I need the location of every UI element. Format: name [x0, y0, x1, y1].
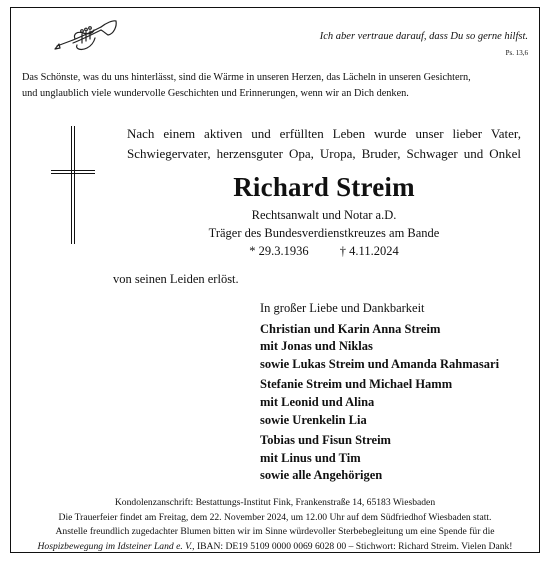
death-date: † 4.11.2024: [339, 244, 399, 258]
closing-text: von seinen Leiden erlöst.: [113, 272, 239, 286]
family-group: [260, 321, 499, 374]
family-line: Christian und Karin Anna Streim: [260, 321, 441, 336]
life-dates: [127, 244, 521, 259]
family-line: sowie alle Angehörigen: [260, 468, 383, 483]
announcement-line: Schwiegervater, herzensguter Opa, Uropa, Bruder, Schwager und Onkel: [127, 146, 521, 161]
bible-reference: Ps. 13,6: [505, 49, 528, 57]
deceased-titles: [127, 206, 521, 242]
announcement-line: Nach einem aktiven und erfüllten Leben wurde unser lieber Vater,: [127, 126, 521, 141]
family-lead: In großer Liebe und Dankbarkeit: [260, 301, 425, 315]
trumpet-icon: [53, 18, 119, 52]
family-group: [260, 432, 499, 485]
donation-iban: , IBAN: DE19 5109 0000 0069 6028 00 – Stichwort: Richard Streim. Vielen Dank!: [192, 540, 513, 552]
family-line: Tobias und Fisun Streim: [260, 433, 391, 448]
bible-quote: Ich aber vertraue darauf, dass Du so gerne hilfst.: [319, 31, 528, 42]
donation-details: [15, 540, 535, 555]
birth-date: * 29.3.1936: [249, 244, 309, 258]
cross-icon: [51, 126, 95, 244]
intro-line: und unglaublich viele wundervolle Geschichten und Erinnerungen, wenn wir an Dich denken.: [22, 88, 409, 99]
condolence-address: Kondolenzanschrift: Bestattungs-Institut Fink, Frankenstraße 14, 65183 Wiesbaden: [114, 497, 436, 508]
family-line: sowie Urenkelin Lia: [260, 412, 367, 427]
deceased-title: Träger des Bundesverdienstkreuzes am Bande: [208, 226, 440, 240]
deceased-name: Richard Streim: [233, 172, 415, 202]
donation-recipient: Hospizbewegung im Idsteiner Land e. V.: [37, 540, 193, 552]
family-line: Stefanie Streim und Michael Hamm: [260, 377, 453, 392]
family-line: mit Linus und Tim: [260, 450, 361, 465]
funeral-info: Die Trauerfeier findet am Freitag, dem 22. November 2024, um 12.00 Uhr auf dem Südfriedhof Wiesbaden statt.: [58, 511, 492, 523]
family-line: sowie Lukas Streim und Amanda Rahmasari: [260, 356, 500, 371]
donation-request: Anstelle freundlich zugedachter Blumen bitten wir im Sinne würdevoller Sterbebegleitung um eine Spende für die: [55, 526, 495, 537]
family-line: mit Leonid und Alina: [260, 394, 375, 409]
family-line: mit Jonas und Niklas: [260, 339, 373, 354]
family-signature: [260, 300, 499, 488]
obituary-card: [10, 7, 540, 553]
family-group: [260, 376, 499, 429]
intro-line: Das Schönste, was du uns hinterlässt, sind die Wärme in unseren Herzen, das Lächeln in unseren Gesichtern,: [22, 72, 471, 83]
intro-text: [22, 70, 528, 102]
deceased-title: Rechtsanwalt und Notar a.D.: [251, 208, 397, 222]
footer-info: [15, 496, 535, 554]
announcement: [127, 124, 521, 164]
